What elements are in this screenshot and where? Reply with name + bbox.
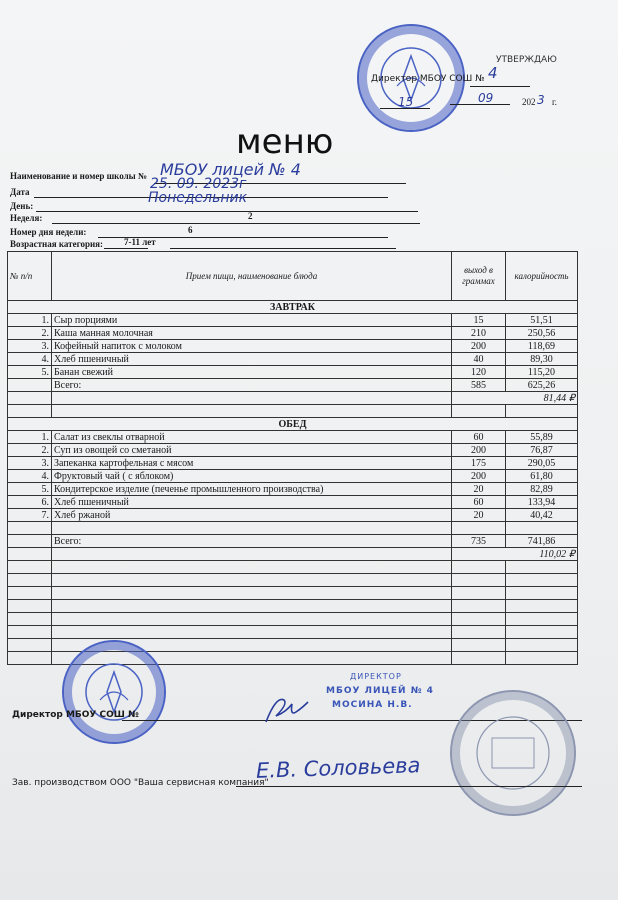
table-row [8, 340, 578, 353]
table-row [8, 314, 578, 327]
lunch-section-row [8, 418, 578, 431]
breakfast-price: 81,44 ₽ [452, 392, 578, 405]
dish-name: Банан свежий [52, 366, 452, 379]
approval-day: 15 [398, 95, 414, 109]
company-seal [450, 690, 576, 816]
seal-emblem-icon [64, 642, 164, 742]
approval-month: 09 [478, 91, 494, 105]
row-number: 5. [8, 483, 52, 496]
dish-calories: 61,80 [506, 470, 578, 483]
row-number: 2. [8, 327, 52, 340]
dish-name: Кондитерское изделие (печенье промышленного производства) [52, 483, 452, 496]
row-number: 6. [8, 496, 52, 509]
breakfast-title: ЗАВТРАК [8, 301, 578, 314]
school-label: Наименование и номер школы № [10, 171, 147, 181]
empty-row [8, 613, 578, 626]
week-value: 2 [248, 211, 253, 221]
column-header-yield: выход в граммах [452, 252, 506, 301]
empty-row [8, 587, 578, 600]
table-row [8, 496, 578, 509]
row-number: 4. [8, 353, 52, 366]
row-number: 3. [8, 340, 52, 353]
day-number-value: 6 [188, 225, 193, 235]
table-row [8, 431, 578, 444]
dish-calories: 250,56 [506, 327, 578, 340]
dish-name: Хлеб пшеничный [52, 496, 452, 509]
dish-name: Кофейный напиток с молоком [52, 340, 452, 353]
breakfast-section-row [8, 301, 578, 314]
date-value: 25. 09. 2023г [150, 176, 247, 192]
production-signature: Е.В. Соловьева [255, 753, 421, 783]
row-number: 4. [8, 470, 52, 483]
dish-grams: 15 [452, 314, 506, 327]
dish-grams: 175 [452, 457, 506, 470]
column-header-calories: калорийность [506, 252, 578, 301]
dish-name: Запеканка картофельная с мясом [52, 457, 452, 470]
dish-name: Каша манная молочная [52, 327, 452, 340]
empty-row [8, 561, 578, 574]
table-row [8, 470, 578, 483]
row-number: 1. [8, 314, 52, 327]
breakfast-total-calories: 625,26 [506, 379, 578, 392]
dish-grams: 120 [452, 366, 506, 379]
table-row [8, 366, 578, 379]
dish-grams: 20 [452, 483, 506, 496]
production-label: Зав. производством ООО "Ваша сервисная компания" [12, 778, 269, 788]
table-row [8, 509, 578, 522]
dish-name: Сыр порциями [52, 314, 452, 327]
day-number-label: Номер дня недели: [10, 227, 87, 237]
breakfast-total-label: Всего: [52, 379, 452, 392]
director-stamp-line3: МОСИНА Н.В. [332, 700, 413, 710]
dish-name: Хлеб пшеничный [52, 353, 452, 366]
empty-row [8, 522, 578, 535]
empty-row [8, 600, 578, 613]
empty-row [8, 405, 578, 418]
dish-grams: 60 [452, 431, 506, 444]
breakfast-price-row [8, 392, 578, 405]
approval-year-digit: 3 [537, 93, 545, 107]
table-row [8, 483, 578, 496]
dish-calories: 55,89 [506, 431, 578, 444]
company-seal-emblem-icon [452, 692, 574, 814]
approval-school-number: 4 [488, 64, 498, 82]
column-header-name: Прием пищи, наименование блюда [52, 252, 452, 301]
director-stamp-line2: МБОУ ЛИЦЕЙ № 4 [326, 686, 434, 696]
age-value: 7-11 лет [124, 237, 156, 247]
table-row [8, 444, 578, 457]
lunch-total-grams: 735 [452, 535, 506, 548]
approval-director-label: Директор МБОУ СОШ № [371, 74, 485, 84]
menu-table [7, 251, 578, 665]
column-header-number: № п/п [8, 252, 52, 301]
approved-label: УТВЕРЖДАЮ [496, 55, 557, 65]
row-number: 1. [8, 431, 52, 444]
dish-calories: 115,20 [506, 366, 578, 379]
director-stamp-line1: ДИРЕКТОР [350, 672, 402, 681]
day-label: День: [10, 201, 34, 211]
age-label: Возрастная категория: [10, 239, 103, 249]
row-number: 7. [8, 509, 52, 522]
date-label: Дата [10, 187, 30, 197]
dish-name: Фруктовый чай ( с яблоком) [52, 470, 452, 483]
dish-grams: 60 [452, 496, 506, 509]
dish-name: Суп из овощей со сметаной [52, 444, 452, 457]
dish-grams: 20 [452, 509, 506, 522]
dish-grams: 200 [452, 340, 506, 353]
dish-grams: 200 [452, 470, 506, 483]
row-number: 5. [8, 366, 52, 379]
lunch-total-label: Всего: [52, 535, 452, 548]
dish-grams: 40 [452, 353, 506, 366]
row-number: 2. [8, 444, 52, 457]
breakfast-total-row [8, 379, 578, 392]
dish-name: Салат из свеклы отварной [52, 431, 452, 444]
lunch-total-calories: 741,86 [506, 535, 578, 548]
dish-grams: 210 [452, 327, 506, 340]
dish-calories: 118,69 [506, 340, 578, 353]
page-title: меню [236, 122, 334, 162]
director-signature-icon [262, 690, 312, 728]
dish-calories: 76,87 [506, 444, 578, 457]
school-value: МБОУ лицей № 4 [160, 160, 301, 179]
lunch-price-row [8, 548, 578, 561]
lunch-title: ОБЕД [8, 418, 578, 431]
dish-calories: 40,42 [506, 509, 578, 522]
table-row [8, 327, 578, 340]
dish-calories: 133,94 [506, 496, 578, 509]
dish-calories: 51,51 [506, 314, 578, 327]
table-row [8, 457, 578, 470]
dish-name: Хлеб ржаной [52, 509, 452, 522]
table-header-row [8, 252, 578, 301]
dish-grams: 200 [452, 444, 506, 457]
empty-row [8, 574, 578, 587]
week-label: Неделя: [10, 213, 43, 223]
footer-director-label: Директор МБОУ СОШ № [12, 710, 139, 720]
day-value: Понедельник [148, 190, 248, 206]
breakfast-total-grams: 585 [452, 379, 506, 392]
dish-calories: 290,05 [506, 457, 578, 470]
dish-calories: 82,89 [506, 483, 578, 496]
lunch-price: 110,02 ₽ [452, 548, 578, 561]
empty-row [8, 626, 578, 639]
table-row [8, 353, 578, 366]
dish-calories: 89,30 [506, 353, 578, 366]
approval-year-suffix: г. [552, 97, 557, 107]
lunch-total-row [8, 535, 578, 548]
school-seal-bottom [62, 640, 166, 744]
approval-year-prefix: 202 [522, 97, 536, 107]
row-number: 3. [8, 457, 52, 470]
